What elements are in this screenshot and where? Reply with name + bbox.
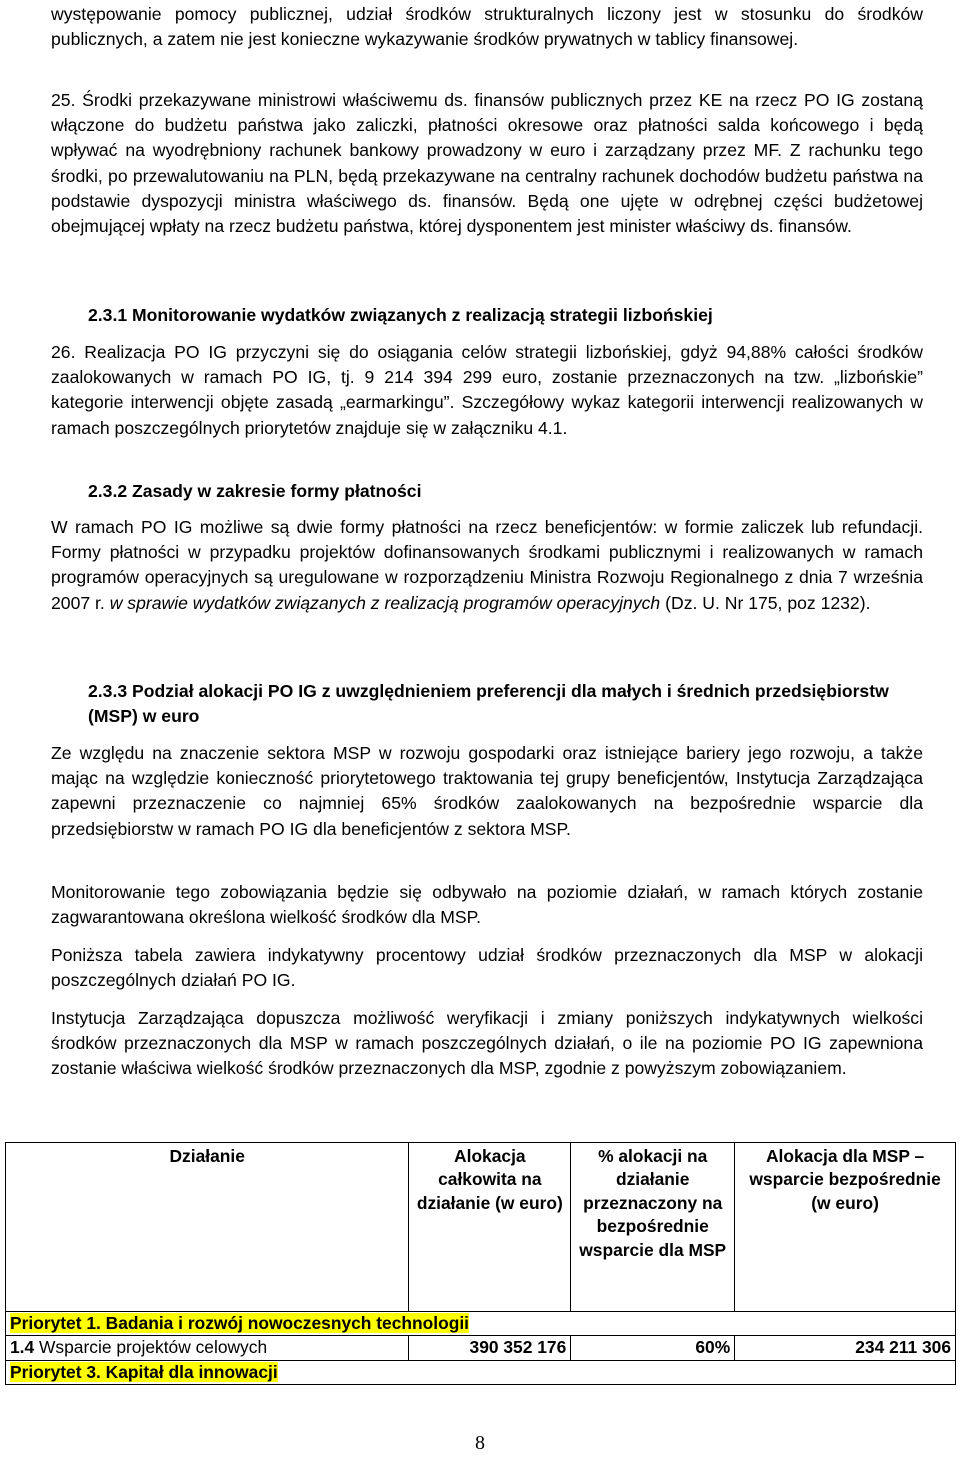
regulation-title-italic: w sprawie wydatków związanych z realizacją programów operacyjnych [109,592,661,613]
heading-2-3-1: 2.3.1 Monitorowanie wydatków związanych z realizacją strategii lizbońskiej [88,305,713,325]
header-procent-alokacji: % alokacji na działanie przeznaczony na bezpośrednie wsparcie dla MSP [571,1143,735,1312]
heading-2-3-2: 2.3.2 Zasady w zakresie formy płatności [88,481,422,501]
allocation-msp: 234 211 306 [735,1336,956,1360]
paragraph-25-text: 25. Środki przekazywane ministrowi właściwemu ds. finansów publicznych przez KE na rzecz PO IG zostaną włączone do budżetu państwa jako zaliczki, płatności okresowe oraz płatności salda końcowego i będą wpływać na wyodrębniony rachunek bankowy prowadzony w euro i zarządzany przez MF. Z rachunku tego środki, po przewalutowaniu na PLN, będą przekazywane na centralny rachunek dochodów budżetu państwa na podstawie dyspozycji ministra właściwego ds. finansów. Będą one ujęte w odrębnej części budżetowej obejmującej wpłaty na rzecz budżetu państwa, której dysponentem jest minister właściwy ds. finansów. [51,90,923,237]
paragraph-2-3-3-4-text: Instytucja Zarządzająca dopuszcza możliwość weryfikacji i zmiany poniższych indykatywnych wielkości środków przeznaczonych dla MSP w ramach poszczególnych działań, o ile na poziomie PO IG zapewniona zostanie właściwa wielkość środków przeznaczonych dla MSP, zgodnie z powyższym zobowiązaniem. [51,1008,923,1079]
action-1-4-cell [6,1336,409,1360]
paragraph-2-3-3-3 [51,943,923,993]
paragraph-2-3-2-text: W ramach PO IG możliwe są dwie formy płatności na rzecz beneficjentów: w formie zaliczek lub refundacji. Formy płatności w przypadku projektów dofinansowanych środkami publicznymi i realizowanych w ramach programów operacyjnych są uregulowane w rozporządzeniu Ministra Rozwoju Regionalnego z dnia 7 września 2007 r. [51,517,923,613]
paragraph-2-3-2 [51,515,923,616]
paragraph-26-text: 26. Realizacja PO IG przyczyni się do osiągania celów strategii lizbońskiej, gdyż 94,88% całości środków zaalokowanych w ramach PO IG, tj. 9 214 394 299 euro, zostanie przeznaczonych na tzw. „lizbońskie” kategorie interwencji objęte zasadą „earmarkingu”. Szczegółowy wykaz kategorii interwencji realizowanych w ramach poszczególnych priorytetów znajduje się w załączniku 4.1. [51,342,923,438]
allocation-percent: 60% [571,1336,735,1360]
table-row-priority-1 [6,1312,956,1336]
paragraph-intro-text: występowanie pomocy publicznej, udział środków strukturalnych liczony jest w stosunku do środków publicznych, a zatem nie jest konieczne wykazywanie środków prywatnych w tablicy finansowej. [51,4,923,50]
action-number: 1.4 [10,1337,35,1358]
paragraph-25 [51,88,923,239]
table-row-priority-3 [6,1360,956,1384]
action-name: Wsparcie projektów celowych [34,1337,268,1358]
paragraph-2-3-3-1-text: Ze względu na znaczenie sektora MSP w rozwoju gospodarki oraz istniejące bariery jego rozwoju, a także mając na względzie konieczność priorytetowego traktowania tej grupy beneficjentów, Instytucja Zarządzająca zapewni przeznaczenie co najmniej 65% środków zaalokowanych na bezpośrednie wsparcie dla przedsiębiorstw w ramach PO IG dla beneficjentów z sektora MSP. [51,743,923,839]
paragraph-2-3-3-2 [51,880,923,930]
allocation-total: 390 352 176 [409,1336,571,1360]
table-row-1-4 [6,1336,956,1360]
heading-2-3-3: 2.3.3 Podział alokacji PO IG z uwzględnieniem preferencji dla małych i średnich przedsiębiorstw (MSP) w euro [88,681,889,727]
header-alokacja-calkowita: Alokacja całkowita na działanie (w euro) [409,1143,571,1312]
msp-allocation-table [5,1142,956,1385]
paragraph-2-3-3-1 [51,741,923,842]
regulation-citation: (Dz. U. Nr 175, poz 1232). [665,592,871,613]
priority-3-label: Priorytet 3. Kapitał dla innowacji [10,1361,278,1382]
header-alokacja-msp: Alokacja dla MSP – wsparcie bezpośrednie (w euro) [735,1143,956,1312]
paragraph-2-3-3-2-text: Monitorowanie tego zobowiązania będzie się odbywało na poziomie działań, w ramach których zostanie zagwarantowana określona wielkość środków dla MSP. [51,882,923,928]
priority-3-cell [6,1360,956,1384]
paragraph-intro [51,2,923,52]
priority-1-label: Priorytet 1. Badania i rozwój nowoczesnych technologii [10,1313,470,1333]
table-header-row [6,1143,956,1312]
paragraph-26 [51,340,923,441]
paragraph-2-3-3-4 [51,1006,923,1082]
paragraph-2-3-3-3-text: Poniższa tabela zawiera indykatywny procentowy udział środków przeznaczonych dla MSP w alokacji poszczególnych działań PO IG. [51,945,923,991]
page-number: 8 [475,1432,485,1454]
priority-1-cell [6,1312,956,1336]
header-dzialanie: Działanie [6,1143,409,1312]
